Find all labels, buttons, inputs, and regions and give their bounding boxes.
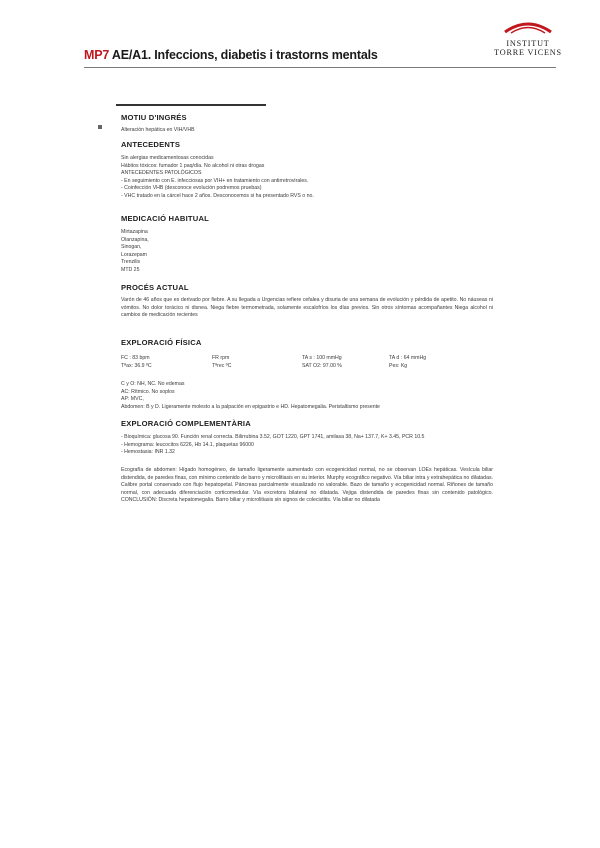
- lab-line: - Hemostasia: INR 1.32: [121, 449, 175, 455]
- section-title-medicacio: MEDICACIÓ HABITUAL: [121, 214, 209, 223]
- exploracio-findings: [121, 381, 493, 411]
- institute-logo: [493, 20, 563, 60]
- logo-line-2: TORRE VICENS: [494, 48, 562, 57]
- lab-results: [121, 434, 493, 457]
- medication-item: Olanzapina,: [121, 236, 149, 243]
- scanned-report: [112, 104, 497, 534]
- module-title: AE/A1. Infeccions, diabetis i trastorns mentals: [111, 48, 378, 62]
- section-title-motiu: MOTIU D'INGRÉS: [121, 113, 187, 122]
- vital-fr: FR rpm Tªrec ºC: [212, 355, 232, 369]
- vital-tas: TA s : 100 mmHg SAT O2: 97.00 %: [302, 355, 342, 369]
- medication-item: Trenzilis: [121, 259, 141, 265]
- antecedents-list: [121, 155, 493, 200]
- finding-line: Abdomen: B y D. Ligeramente molesto a la palpación en epigastrio e HD. Hepatomegalia. Peristaltismo presente: [121, 403, 380, 410]
- section-title-proces: PROCÉS ACTUAL: [121, 283, 189, 292]
- antecedent-line: Sin alergias medicamentosas conocidas: [121, 155, 214, 161]
- proces-text: Varón de 46 años que es derivado por fiebre. A su llegada a Urgencias refiere cefalea y disuria de una semana de evolución y pérdida de apetito. No náuseas ni vómitos. No dolor torácico ni disnea. Niega fiebre termometrada, solamente escalofríos los días previos. Sin otros síntomas acompañantes Niega alcohol ni cambios de medicación recientes: [121, 297, 493, 318]
- antecedent-line: Hábitos tóxicos: fumador 1 paq/día. No alcohol ni otras drogas: [121, 162, 265, 169]
- vital-fc: FC : 83 bpm Tªax: 36.9 ºC: [121, 355, 152, 369]
- header-divider: [84, 67, 556, 68]
- antecedent-line: - En seguimiento con E. infecciosas por VIH+ en tratamiento con antirretrovirales.: [121, 177, 309, 184]
- lab-line: - Hemograma: leucocitos 6226, Hb 14.1, plaquetas 96000: [121, 441, 254, 448]
- medication-item: Sinogan,: [121, 244, 142, 250]
- finding-line: AP: MVC,: [121, 396, 144, 402]
- antecedent-line: ANTECEDENTES PATOLÓGICOS: [121, 170, 202, 176]
- lab-line: - Bioquímica: glucosa 90. Función renal correcta. Bilirrubina 3.52, GOT 1220, GPT 1741, amilasa 38, Na+ 137.7, K+ 3.45, PCR 10.5: [121, 434, 425, 440]
- motiu-text: Alteración hepática en VIH/VHB: [121, 127, 195, 133]
- ecography-text: Ecografía de abdomen: Hígado homogéneo, de tamaño ligeramente aumentado con ecogenicidad normal, no se observan LOEs hepáticas. Vesícula biliar distendida, de paredes finas, con mínimo contenido de barro y microlitiasis en su interior. Murphy ecográfico negativo. Vía biliar intra y extrahepática no dilatadas. Calibre portal conservado con flujo hepatopetal. Páncreas parcialmente visualizado no valorable. Bazo de tamaño y ecogenicidad normal. Riñones de tamaño normal, con adecuada diferenciación corticomedular. Vía excretora bilateral no dilatada. Vejiga distendida de paredes finas sin contenido patológico. CONCLUSIÓN: Discreta hepatomegalia. Barro biliar y microlitiasis sin signos de colecistitis. Vía biliar no dilatada: [121, 467, 493, 503]
- antecedent-line: - VHC tratado en la cárcel hace 2 años. Desconocemos si ha presentado RVS o no.: [121, 192, 314, 199]
- medication-item: MTD 25: [121, 266, 140, 273]
- vital-tad: TA d : 64 mmHg Pes: Kg: [389, 355, 427, 369]
- module-code: MP7: [84, 48, 110, 62]
- finding-line: AC: Rítmico. No soplos: [121, 388, 175, 395]
- antecedent-line: - Coinfección VHB (desconoce evolución podremos pruebas): [121, 185, 262, 191]
- medication-item: Mirtazapina: [121, 229, 148, 235]
- medication-list: [121, 229, 493, 274]
- scan-mark: [98, 125, 102, 129]
- logo-line-1: INSTITUT: [506, 39, 550, 48]
- logo-arc-icon: [493, 20, 563, 34]
- report-top-rule: [116, 104, 266, 106]
- medication-item: Lorazepam: [121, 251, 147, 258]
- section-title-complementaria: EXPLORACIÓ COMPLEMENTÀRIA: [121, 419, 251, 428]
- document-header-title: [84, 48, 378, 62]
- section-title-antecedents: ANTECEDENTS: [121, 140, 181, 149]
- finding-line: C y O: NH, NC. No edemas: [121, 381, 185, 387]
- section-title-exploracio: EXPLORACIÓ FÍSICA: [121, 338, 202, 347]
